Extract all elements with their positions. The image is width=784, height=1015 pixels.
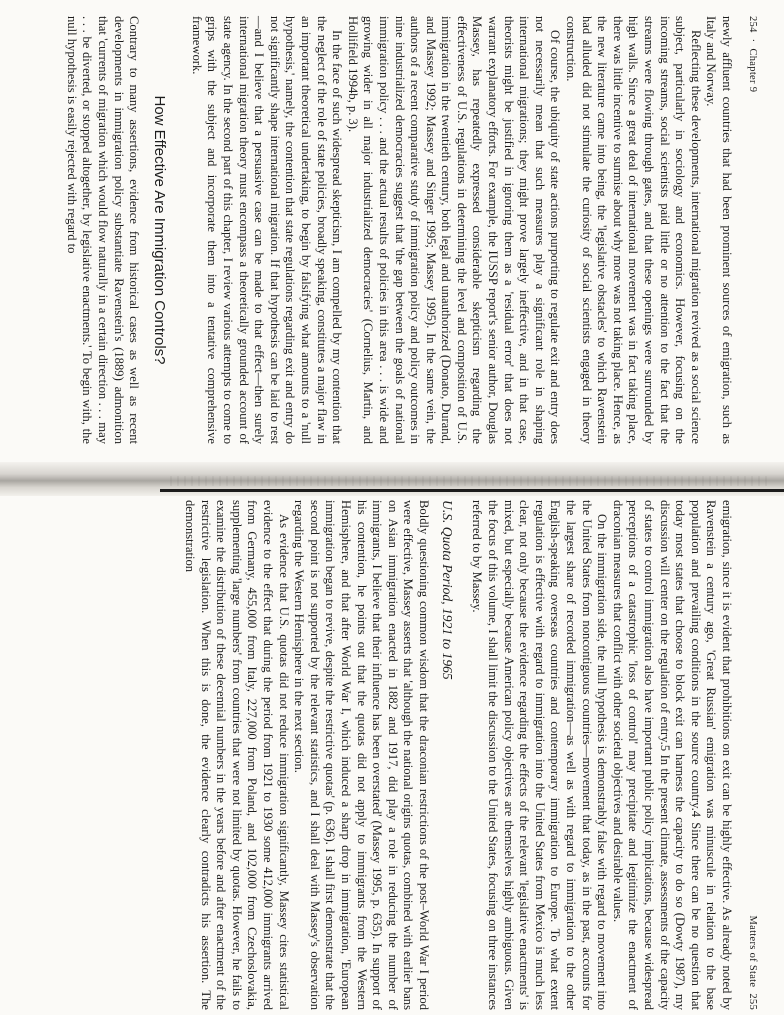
- body-paragraph: Boldly questioning common wisdom that the draconian restrictions of the post–World War I period were effective, Massey asserts that 'although the national origins quotas, combined with earlier bans on Asian immigration enacted in 1882 and 1917, did play a role in reducing the number of immigrants, I believe that their influence has been overstated' (Massey 1995, p. 635). In support of his contention, he points out that the quotas did not apply to immigrants from the Western Hemisphere, and that after World War I, which induced a sharp drop in immigration, 'European immigration began to revive, despite the restrictive quotas' (p. 636). I shall first demonstrate that the second point is not supported by the relevant statistics, and I shall deal with Massey's observation regarding the Western Hemisphere in the next section.: [292, 500, 431, 1010]
- left-running-head: [744, 16, 758, 444]
- running-head-title: Matters of State: [747, 915, 758, 988]
- binding-edge-line: [160, 489, 784, 492]
- left-page-number: 254: [747, 16, 758, 33]
- right-page: [40, 500, 758, 1010]
- body-paragraph: newly affluent countries that had been prominent sources of emigration, such as Italy and Norway.: [704, 16, 734, 444]
- subsection-heading: U.S. Quota Period, 1921 to 1965: [439, 500, 455, 680]
- body-paragraph: Contrary to many assertions, evidence from historical cases as well as recent developments in immigration policy substantiate Ravenstein's (1889) admonition that 'currents of migration which would flow naturally in a certain direction . . . may . . . be diverted, or stopped altogether, by legislative enactments.' To begin with, the null hypothesis is easily rejected with regard to: [64, 16, 142, 444]
- body-paragraph: As evidence that U.S. quotas did not reduce immigration significantly, Massey cites statistical evidence to the effect that during the period from 1921 to 1930 some 412,000 immigrants arrived from Germany, 455,000 from Italy, 227,000 from Poland, and 102,000 from Czechoslovakia, supplementing 'large numbers' from countries that were not limited by quotas. However, he fails to examine the distribution of these decennial numbers in the years before and after enactment of the restrictive legislation. When this is done, the evidence clearly contradicts his assertion. The demonstration: [183, 500, 291, 1010]
- left-page: [40, 16, 758, 444]
- body-paragraph: Of course, the ubiquity of state actions purporting to regulate exit and entry does not necessarily mean that such measures play a significant role in shaping international migrations; they might prove largely ineffective, and in that case, theorists might be justified in ignoring them as a 'residual error' that does not warrant explanatory efforts. For example, the IUSSP report's senior author, Douglas Massey, has repeatedly expressed considerable skepticism regarding the effectiveness of U.S. regulations in determining the level and composition of U.S. immigration in the twentieth century, both legal and unauthorized (Donato, Durand, and Massey 1992; Massey and Singer 1995; Massey 1995). In the same vein, the authors of a recent comparative study of immigration policy and policy outcomes in nine industrialized democracies suggest that 'the gap between the goals of national immigration policy . . . and the actual results of policies in this area . . . is wide and growing wider in all major industrialized democracies' (Cornelius, Martin, and Hollifield 1994b, p. 3).: [345, 16, 563, 444]
- running-head-separator: ·: [747, 38, 758, 43]
- chapter-label: Chapter 9: [747, 48, 758, 93]
- gutter-shadow-texture: [170, 476, 770, 486]
- body-paragraph: On the immigration side, the null hypothesis is demonstrably false with regard to movement into the United States from noncontiguous countries—movement that today, as in the past, accounts for the largest share of recorded immigration—as well as with regard to immigration to the other English-speaking overseas countries and contemporary immigration to Europe. To what extent regulation is effective with regard to immigration into the United States from Mexico is much less clear, not only because the evidence regarding the effects of the relevant 'legislative enactments' is mixed, but especially because American policy objectives are themselves highly ambiguous. Given the focus of this volume, I shall limit the discussion to the United States, focusing on three instances referred to by Massey.: [470, 500, 610, 1010]
- right-running-head: [744, 500, 758, 1010]
- body-paragraph: In the face of such widespread skepticism, I am compelled by my contention that the neglect of the role of state policies, broadly speaking, constitutes a major flaw in an important theoretical undertaking, to begin by falsifying what amounts to a 'null hypothesis,' namely, the contention that state regulations regarding exit and entry do not significantly shape international migration. If that hypothesis can be laid to rest—and I believe that a persuasive case can be made to that effect—then surely international migration theory must encompass a theoretically grounded account of state agency. In the second part of this chapter, I review various attempts to come to grips with the subject and incorporate them into a tentative comprehensive framework.: [189, 16, 345, 444]
- body-paragraph: emigration, since it is evident that prohibitions on exit can be highly effective. As already noted by Ravenstein a century ago, 'Great Russian' emigration was minuscule in relation to the base population and prevailing conditions in the source country.4 Since there can be no question that today most states that choose to block exit can harness the capacity to do so (Dowty 1987), my discussion will center on the regulation of entry.5 In the present climate, assessments of the capacity of states to control immigration also have important public policy implications, because widespread perceptions of a catastrophic 'loss of control' may precipitate and legitimize the enactment of draconian measures that conflict with other societal objectives and desirable values.: [610, 500, 734, 1010]
- right-page-number: 255: [747, 993, 758, 1010]
- section-heading: How Effective Are Immigration Controls?: [151, 95, 169, 365]
- body-paragraph: Reflecting these developments, international migration revived as a social science subject, particularly in sociology and economics. However, focusing on the incoming streams, social scientists paid little or no attention to the fact that the streams were flowing through gates, and that these openings were surrounded by high walls. Since a great deal of international movement was in fact taking place, there was little incentive to surmise about why more was not taking place. Hence, as the new literature came into being, the 'legislative obstacles' to which Ravenstein had alluded did not stimulate the curiosity of social scientists engaged in theory construction.: [564, 16, 703, 444]
